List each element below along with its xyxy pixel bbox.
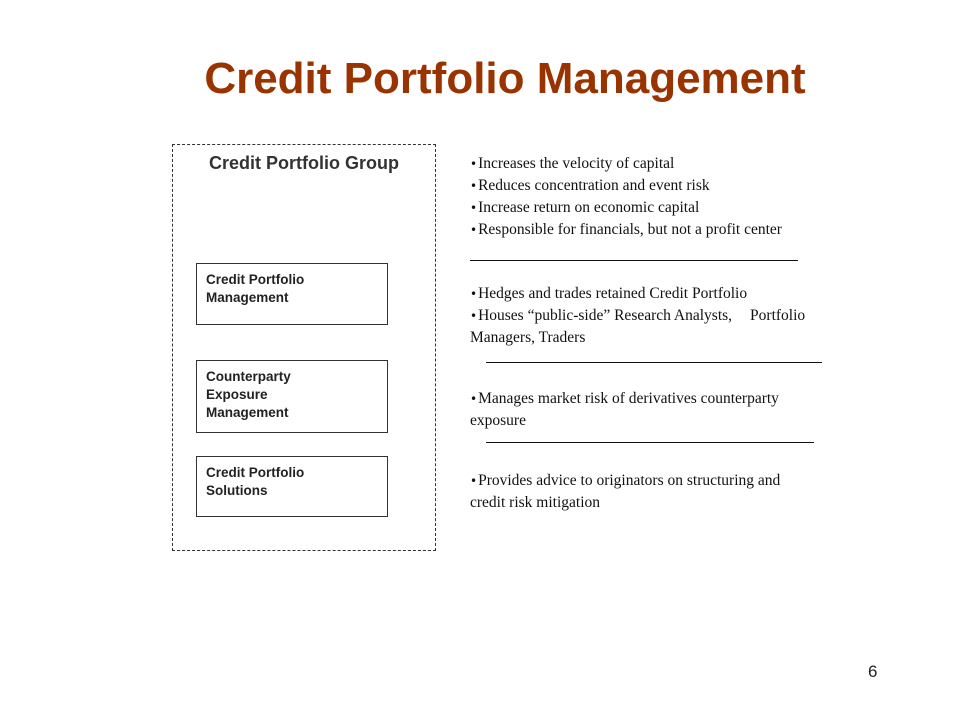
bullet-item: •Houses “public-side” Research Analysts, Portfolio xyxy=(470,307,806,324)
group-title: Credit Portfolio Group xyxy=(209,153,399,173)
bullet-item: •Hedges and trades retained Credit Portfolio xyxy=(470,285,748,302)
unit-label-line: Exposure xyxy=(206,387,268,402)
page-number: 6 xyxy=(868,662,878,681)
unit-credit-portfolio-solutions xyxy=(196,456,388,517)
bullet-item: •Reduces concentration and event risk xyxy=(470,177,710,194)
unit-counterparty-exposure-management xyxy=(196,360,388,433)
bullet-icon: • xyxy=(470,309,478,323)
bullet-icon: • xyxy=(470,287,478,301)
bullet-icon: • xyxy=(470,223,478,237)
bullet-icon: • xyxy=(470,474,478,488)
unit-label-line: Solutions xyxy=(206,483,268,498)
description-section-trading xyxy=(470,283,890,349)
unit-label-line: Credit Portfolio xyxy=(206,465,305,480)
bullet-item: •Manages market risk of derivatives counterparty xyxy=(470,390,779,407)
section-divider xyxy=(486,442,814,443)
bullet-continuation: credit risk mitigation xyxy=(470,494,601,511)
bullet-icon: • xyxy=(470,392,478,406)
bullet-icon: • xyxy=(470,157,478,171)
description-section-cpm xyxy=(470,153,890,241)
bullet-icon: • xyxy=(470,201,478,215)
bullet-continuation: exposure xyxy=(470,412,526,429)
bullet-continuation: Managers, Traders xyxy=(470,329,586,346)
slide-title: Credit Portfolio Management xyxy=(204,54,806,103)
bullet-item: •Increases the velocity of capital xyxy=(470,155,675,172)
unit-label-line: Management xyxy=(206,405,289,420)
description-section-counterparty xyxy=(470,388,890,432)
bullet-item: •Increase return on economic capital xyxy=(470,199,700,216)
description-section-solutions xyxy=(470,470,890,514)
unit-label-line: Management xyxy=(206,290,289,305)
bullet-item: •Provides advice to originators on structuring and xyxy=(470,472,781,489)
section-divider xyxy=(470,260,798,261)
bullet-icon: • xyxy=(470,179,478,193)
unit-credit-portfolio-management xyxy=(196,263,388,325)
unit-label-line: Credit Portfolio xyxy=(206,272,305,287)
section-divider xyxy=(486,362,822,363)
bullet-item: •Responsible for financials, but not a profit center xyxy=(470,221,782,238)
unit-label-line: Counterparty xyxy=(206,369,291,384)
